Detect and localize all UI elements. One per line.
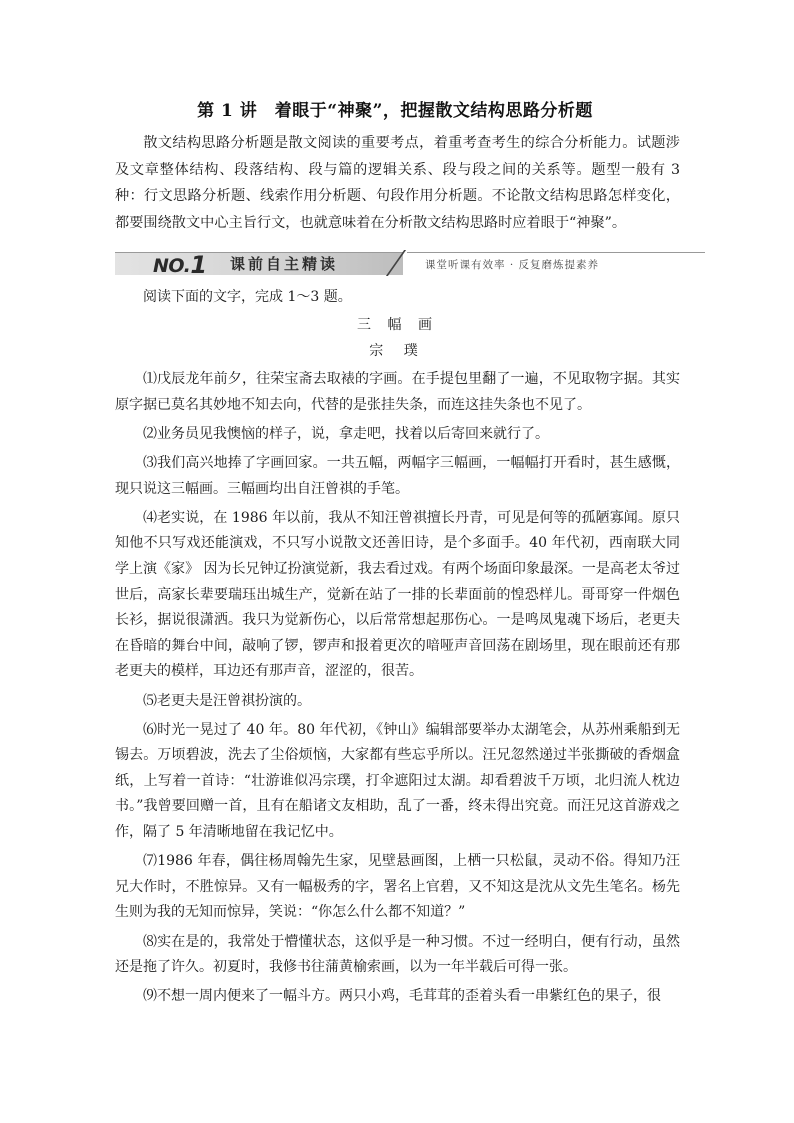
article-author: 宗 璞 — [369, 343, 426, 359]
article-paragraph-1: ⑴戊辰龙年前夕，往荣宝斋去取裱的字画。在手提包里翻了一遍，不见取物字据。其实原字据已莫名其妙地不知去向，代替的是张挂失条，而连这挂失条也不见了。 — [115, 371, 680, 413]
banner-number — [153, 250, 207, 278]
article-paragraph-8: ⑻实在是的，我常处于懵懂状态，这似乎是一种习惯。不过一经明白，便有行动，虽然还是拖了许久。初夏时，我修书往蒲黄榆索画，以为一年半载后可得一张。 — [115, 933, 680, 976]
banner-subtitle: 课堂听课有效率 · 反复磨炼提素养 — [425, 259, 600, 271]
article-paragraph-5: ⑸老更夫是汪曾祺扮演的。 — [143, 692, 311, 709]
section-banner — [115, 248, 705, 279]
banner-no-digit: 1 — [190, 251, 207, 279]
article-title: 三 幅 画 — [357, 317, 438, 333]
lesson-title: 第 1 讲 着眼于“神聚”，把握散文结构思路分析题 — [197, 101, 593, 121]
article-paragraph-2: ⑵业务员见我懊恼的样子，说，拿走吧，找着以后寄回来就行了。 — [143, 425, 549, 442]
intro-paragraph: 散文结构思路分析题是散文阅读的重要考点，着重考查考生的综合分析能力。试题涉及文章整体结构、段落结构、段与篇的逻辑关系、段与段之间的关系等。题型一般有 3 种：行文思路分析题、线索作用分析题、句段作用分析题。不论散文结构思路怎样变化，都要围绕散文中心主旨行文，也就意味着在分析散文结构思路时应着眼于“神聚”。 — [115, 135, 680, 231]
banner-no-prefix: NO. — [153, 255, 191, 277]
article-paragraph-7: ⑺1986 年春，偶往杨周翰先生家，见壁悬画图，上栖一只松鼠，灵动不俗。得知乃汪兄大作时，不胜惊异。又有一幅极秀的字，署名上官碧，又不知这是沈从文先生笔名。杨先生则为我的无知而惊异，笑说：“你怎么什么都不知道？” — [115, 853, 680, 921]
article-paragraph-6: ⑹时光一晃过了 40 年。80 年代初，《钟山》编辑部要举办太湖笔会，从苏州乘船到无锡去。万顷碧波，洗去了尘俗烦恼，大家都有些忘乎所以。汪兄忽然递过半张撕破的香烟盒纸，上写着一首诗：“壮游谁似冯宗璞，打伞遮阳过太湖。却看碧波千万顷，北归流人枕边书。”我曾要回赠一首，且有在船诸文友相助，乱了一番，终未得出究竟。而汪兄这首游戏之作，隔了 5 年清晰地留在我记忆中。 — [115, 721, 680, 841]
article-body — [115, 367, 680, 1014]
article-paragraph-3: ⑶我们高兴地捧了字画回家。一共五幅，两幅字三幅画，一幅幅打开看时，甚生感慨，现只说这三幅画。三幅画均出自汪曾祺的手笔。 — [115, 454, 680, 497]
intro-section — [115, 130, 680, 236]
banner-rule — [407, 252, 705, 253]
article-paragraph-4: ⑷老实说，在 1986 年以前，我从不知汪曾祺擅长丹青，可见是何等的孤陋寡闻。原只知他不只写戏还能演戏，不只写小说散文还善旧诗，是个多面手。40 年代初，西南联大同学上演《家》 因为长兄钟辽扮演觉新，我去看过戏。有两个场面印象最深。一是高老太爷过世后，高家长辈要瑞珏出城生产，觉新在站了一排的长辈面前的惶恐样儿。哥哥穿一件烟色长衫，据说很潇洒。我只为觉新伤心，以后常常想起那伤心。一是鸣凤鬼魂下场后，老更夫在昏暗的舞台中间，敲响了锣，锣声和报着更次的喑哑声音回荡在剧场里，现在眼前还有那老更夫的模样，耳边还有那声音，涩涩的，很苦。 — [115, 509, 680, 680]
reading-instruction: 阅读下面的文字，完成 1～3 题。 — [143, 289, 352, 305]
article-paragraph-9: ⑼不想一周内便来了一幅斗方。两只小鸡，毛茸茸的歪着头看一串紫红色的果子，很 — [143, 988, 661, 1005]
banner-label: 课前自主精读 — [230, 255, 339, 273]
